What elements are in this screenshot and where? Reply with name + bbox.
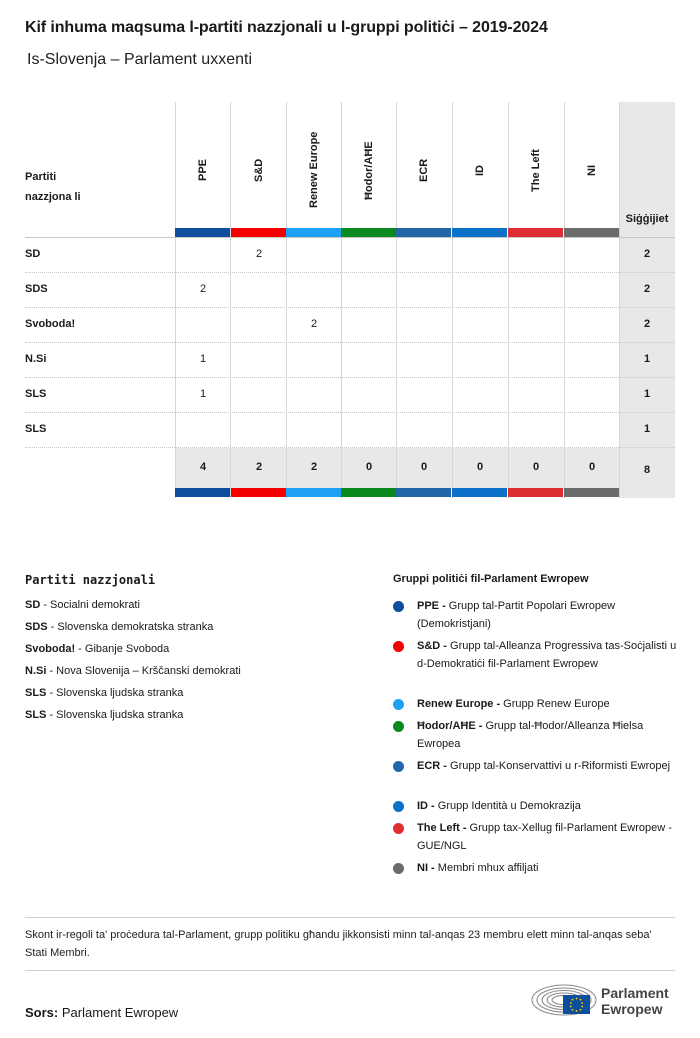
ep-logo xyxy=(530,980,680,1020)
group-color-dot xyxy=(393,863,404,874)
row-total: 1 xyxy=(643,388,651,400)
group-name: Grupp tal-Ħodor/Alleanza Ħielsa Ewropea xyxy=(417,720,644,750)
column-total: 0 xyxy=(365,461,373,473)
party-legend-item xyxy=(25,643,169,655)
row-total: 1 xyxy=(643,423,651,435)
party-abbr: SDS xyxy=(25,621,48,633)
column-header xyxy=(175,115,231,215)
column-header xyxy=(231,115,287,215)
row-divider xyxy=(25,447,675,448)
group-abbr: S&D - xyxy=(417,640,447,652)
column-header-label: NI xyxy=(585,164,598,176)
group-color-bar-bottom xyxy=(175,488,230,497)
group-name: Grupp Renew Europe xyxy=(500,698,610,710)
group-legend-text xyxy=(417,859,677,877)
group-name: Grupp tax-Xellug fil-Parlament Ewropew - GUE/NGL xyxy=(417,822,672,852)
row-divider xyxy=(25,377,675,378)
footnote: Skont ir-regoli ta' proċedura tal-Parlament, grupp politiku għandu jikkonsisti minn tal-anqas 23 membru elett minn tal-anqas seba' Stati Membri. xyxy=(25,929,652,959)
party-name: - Slovenska demokratska stranka xyxy=(47,621,214,633)
parties-legend-title: Partiti nazzjonali xyxy=(25,573,156,587)
group-color-bar-bottom xyxy=(231,488,286,497)
group-name: Membri mhux affiljati xyxy=(434,862,539,874)
party-abbr: Svoboda! xyxy=(25,643,76,655)
row-divider xyxy=(25,412,675,413)
group-color-bar xyxy=(286,228,341,237)
party-abbr: SLS xyxy=(25,687,47,699)
group-color-bar-bottom xyxy=(564,488,619,497)
page-title: Kif inhuma maqsuma l-partiti nazzjonali u l-gruppi politiċi – 2019-2024 xyxy=(25,19,548,36)
note-divider-bottom xyxy=(25,970,675,971)
corner-label: Partiti nazzjona li xyxy=(25,171,81,203)
group-color-bar-bottom xyxy=(452,488,507,497)
logo-text xyxy=(601,985,669,1017)
row-label: Svoboda! xyxy=(25,318,76,330)
group-color-bar xyxy=(341,228,396,237)
group-legend-text xyxy=(417,757,677,775)
group-name: Grupp tal-Alleanza Progressiva tas-Soċjalisti u d-Demokratiċi fil-Parlament Ewropew xyxy=(417,640,677,670)
column-header xyxy=(396,115,452,215)
party-legend-item xyxy=(25,599,140,611)
party-name: - Slovenska ljudska stranka xyxy=(46,687,184,699)
group-legend-text xyxy=(417,797,677,815)
group-color-bar xyxy=(452,228,507,237)
group-name: Grupp tal-Partit Popolari Ewropew (Demokristjani) xyxy=(417,600,616,630)
logo-line-2: Ewropew xyxy=(601,1001,663,1017)
party-name: - Slovenska ljudska stranka xyxy=(46,709,184,721)
column-total: 2 xyxy=(255,461,263,473)
column-header-label: S&D xyxy=(252,158,265,182)
column-total: 0 xyxy=(588,461,596,473)
group-color-bar xyxy=(508,228,563,237)
group-color-bar-bottom xyxy=(396,488,451,497)
column-header xyxy=(564,115,620,215)
group-abbr: Renew Europe - xyxy=(417,698,501,710)
party-abbr: SLS xyxy=(25,709,47,721)
party-legend-item xyxy=(25,687,183,699)
seat-count: 2 xyxy=(310,318,318,330)
group-legend-text xyxy=(417,637,677,673)
group-legend-text xyxy=(417,695,677,713)
group-color-dot xyxy=(393,601,404,612)
column-header-label: Renew Europe xyxy=(307,131,320,208)
group-name: Grupp Identità u Demokrazija xyxy=(434,800,581,812)
column-total: 0 xyxy=(532,461,540,473)
seat-count: 1 xyxy=(199,353,207,365)
seat-count: 1 xyxy=(199,388,207,400)
row-divider xyxy=(25,342,675,343)
parliament-hemicycle-icon xyxy=(530,980,598,1020)
party-name: - Nova Slovenija – Krščanski demokrati xyxy=(46,665,241,677)
group-color-bar xyxy=(396,228,451,237)
party-abbr: SD xyxy=(25,599,41,611)
row-divider xyxy=(25,272,675,273)
group-abbr: NI - xyxy=(417,862,435,874)
source-line xyxy=(25,1005,178,1020)
group-color-dot xyxy=(393,641,404,652)
group-color-bar xyxy=(231,228,286,237)
group-color-bar-bottom xyxy=(286,488,341,497)
row-label: N.Si xyxy=(25,353,47,365)
column-header-label: The Left xyxy=(529,148,542,192)
group-color-bar-bottom xyxy=(508,488,563,497)
group-color-bar-bottom xyxy=(341,488,396,497)
column-total: 0 xyxy=(476,461,484,473)
column-total: 0 xyxy=(420,461,428,473)
source-value: Parlament Ewropew xyxy=(61,1005,179,1020)
party-legend-item xyxy=(25,709,183,721)
column-header-label: PPE xyxy=(196,158,209,181)
group-legend-text xyxy=(417,717,677,753)
group-color-dot xyxy=(393,699,404,710)
seat-count: 2 xyxy=(199,283,207,295)
page-subtitle: Is-Slovenja – Parlament uxxenti xyxy=(27,51,252,68)
group-abbr: ID - xyxy=(417,800,435,812)
row-label: SLS xyxy=(25,423,47,435)
party-legend-item xyxy=(25,665,241,677)
column-header xyxy=(341,115,397,215)
row-divider xyxy=(25,307,675,308)
group-color-dot xyxy=(393,801,404,812)
row-total: 2 xyxy=(643,248,651,260)
group-color-dot xyxy=(393,823,404,834)
group-color-dot xyxy=(393,761,404,772)
group-color-dot xyxy=(393,721,404,732)
group-name: Grupp tal-Konservattivi u r-Riformisti Ewropej xyxy=(446,760,671,772)
header-divider xyxy=(25,237,675,238)
grand-total: 8 xyxy=(643,464,651,476)
column-total: 2 xyxy=(310,461,318,473)
row-label: SD xyxy=(25,248,41,260)
party-name: - Gibanje Svoboda xyxy=(75,643,170,655)
seats-column-shade xyxy=(619,102,675,498)
party-legend-item xyxy=(25,621,213,633)
group-legend-text xyxy=(417,597,677,633)
group-legend-text xyxy=(417,819,677,855)
group-abbr: PPE - xyxy=(417,600,446,612)
logo-line-1: Parlament xyxy=(601,985,669,1001)
group-abbr: The Left - xyxy=(417,822,467,834)
group-abbr: Ħodor/AĦE - xyxy=(417,720,483,732)
seat-count: 2 xyxy=(255,248,263,260)
note-divider-top xyxy=(25,917,675,918)
row-label: SDS xyxy=(25,283,48,295)
column-total: 4 xyxy=(199,461,207,473)
group-abbr: ECR - xyxy=(417,760,447,772)
row-label: SLS xyxy=(25,388,47,400)
column-header xyxy=(508,115,564,215)
row-total: 2 xyxy=(643,283,651,295)
column-header-label: ID xyxy=(473,164,486,176)
group-color-bar xyxy=(564,228,619,237)
row-total: 2 xyxy=(643,318,651,330)
seats-header: Siġġijiet xyxy=(625,213,669,225)
column-header-label: Ħodor/AĦE xyxy=(362,140,375,200)
party-name: - Socialni demokrati xyxy=(40,599,140,611)
groups-legend-title: Gruppi politiċi fil-Parlament Ewropew xyxy=(393,573,589,585)
group-color-bar xyxy=(175,228,230,237)
column-header xyxy=(286,115,342,215)
column-header xyxy=(452,115,508,215)
source-label: Sors: xyxy=(25,1005,59,1020)
row-total: 1 xyxy=(643,353,651,365)
column-header-label: ECR xyxy=(417,158,430,182)
party-abbr: N.Si xyxy=(25,665,47,677)
